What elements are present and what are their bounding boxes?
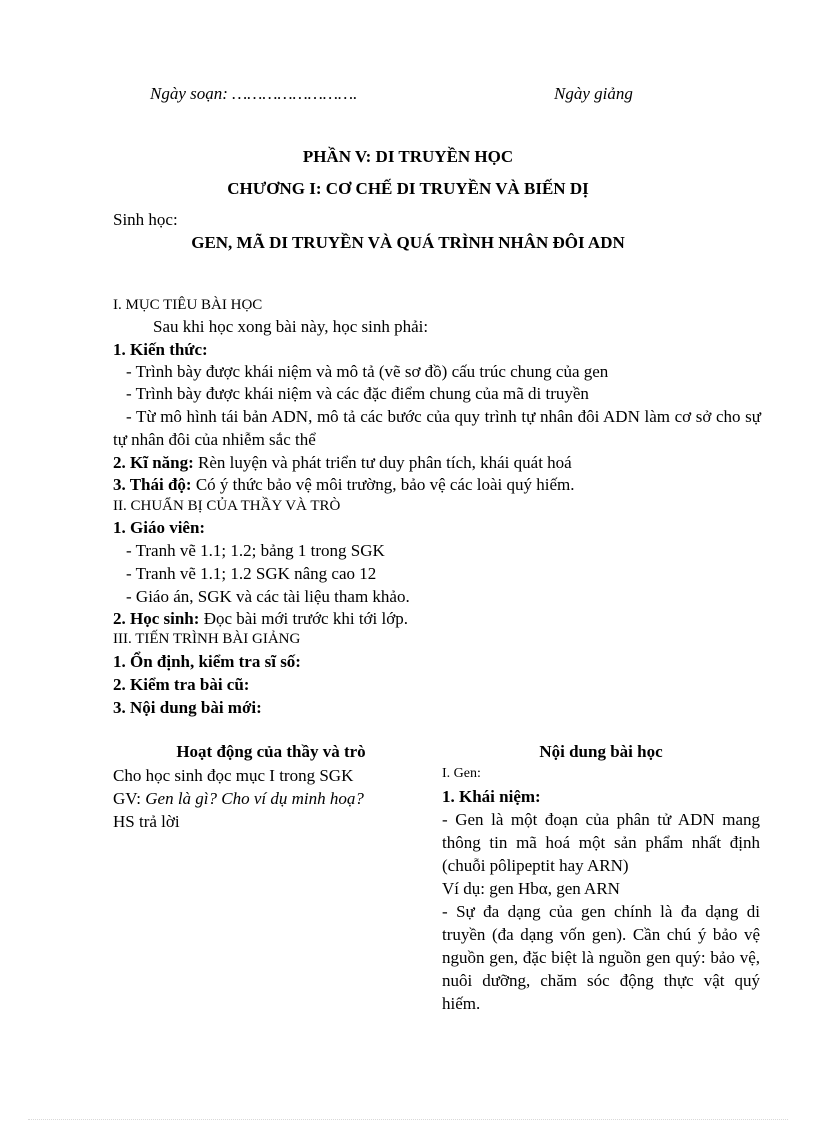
column-header-activities: Hoạt động của thầy và trò (176, 742, 366, 761)
process-heading: III. TIẾN TRÌNH BÀI GIẢNG (113, 631, 301, 647)
knowledge-item: - Từ mô hình tái bản ADN, mô tả các bước của quy trình tự nhân đôi ADN làm cơ sở cho sự tự nhân đôi của nhiễm sắc thể (113, 407, 761, 449)
objectives-intro: Sau khi học xong bài này, học sinh phải: (153, 317, 429, 336)
skills-label: 2. Kĩ năng: (113, 453, 194, 472)
attitude-text: Có ý thức bảo vệ môi trường, bảo vệ các loài quý hiếm. (191, 475, 575, 494)
student-line (113, 607, 408, 630)
concept-paragraph: - Gen là một đoạn của phân tử ADN mang thông tin mã hoá một sản phẩm nhất định (chuỗi pôlipeptit hay ARN) (442, 810, 760, 875)
skills-line (113, 451, 572, 474)
process-step: 1. Ổn định, kiểm tra sĩ số: (113, 652, 301, 671)
gen-section-heading: I. Gen: (442, 766, 481, 781)
subject-label: Sinh học: (113, 210, 178, 229)
objectives-heading: I. MỤC TIÊU BÀI HỌC (113, 297, 263, 313)
activity-line: HS trả lời (113, 812, 180, 831)
activity-line: Cho học sinh đọc mục I trong SGK (113, 766, 354, 785)
knowledge-label: 1. Kiến thức: (113, 340, 208, 359)
activities-column (113, 764, 403, 833)
activity-line (113, 787, 403, 810)
date-taught: Ngày giảng (554, 84, 633, 103)
date-prepared: Ngày soạn: ……………………. (150, 84, 358, 103)
knowledge-item: - Trình bày được khái niệm và các đặc điểm chung của mã di truyền (126, 384, 589, 403)
lesson-title: GEN, MÃ DI TRUYỀN VÀ QUÁ TRÌNH NHÂN ĐÔI ADN (191, 233, 625, 252)
student-text: Đọc bài mới trước khi tới lớp. (199, 609, 408, 628)
skills-text: Rèn luyện và phát triển tư duy phân tích, khái quát hoá (193, 453, 572, 472)
teacher-item: - Tranh vẽ 1.1; 1.2; bảng 1 trong SGK (126, 541, 385, 560)
page-bottom-rule (28, 1119, 788, 1120)
teacher-item: - Tranh vẽ 1.1; 1.2 SGK nâng cao 12 (126, 564, 377, 583)
teacher-item: - Giáo án, SGK và các tài liệu tham khảo. (126, 587, 410, 606)
gv-label: GV: (113, 789, 146, 808)
example-line: Ví dụ: gen Hbα, gen ARN (442, 879, 620, 898)
process-step: 2. Kiểm tra bài cũ: (113, 675, 250, 694)
diversity-paragraph: - Sự đa dạng của gen chính là đa dạng di truyền (đa dạng vốn gen). Cần chú ý bảo vệ nguồn gen, đặc biệt là nguồn gen quý: bảo vệ, nuôi dưỡng, chăm sóc động thực vật quý hiếm. (442, 902, 760, 1013)
teacher-label: 1. Giáo viên: (113, 518, 206, 537)
attitude-label: 3. Thái độ: (113, 475, 192, 494)
preparation-heading: II. CHUẨN BỊ CỦA THẦY VÀ TRÒ (113, 498, 341, 514)
concept-heading: 1. Khái niệm: (442, 787, 541, 806)
chapter-title: CHƯƠNG I: CƠ CHẾ DI TRUYỀN VÀ BIẾN DỊ (227, 179, 589, 198)
gv-question: Gen là gì? Cho ví dụ minh hoạ? (145, 789, 364, 808)
content-column (442, 764, 760, 1015)
column-header-content: Nội dung bài học (539, 742, 663, 761)
process-step: 3. Nội dung bài mới: (113, 698, 262, 717)
student-label: 2. Học sinh: (113, 609, 200, 628)
attitude-line (113, 473, 575, 496)
part-title: PHẦN V: DI TRUYỀN HỌC (302, 147, 514, 166)
knowledge-item: - Trình bày được khái niệm và mô tả (vẽ sơ đồ) cấu trúc chung của gen (126, 362, 609, 381)
